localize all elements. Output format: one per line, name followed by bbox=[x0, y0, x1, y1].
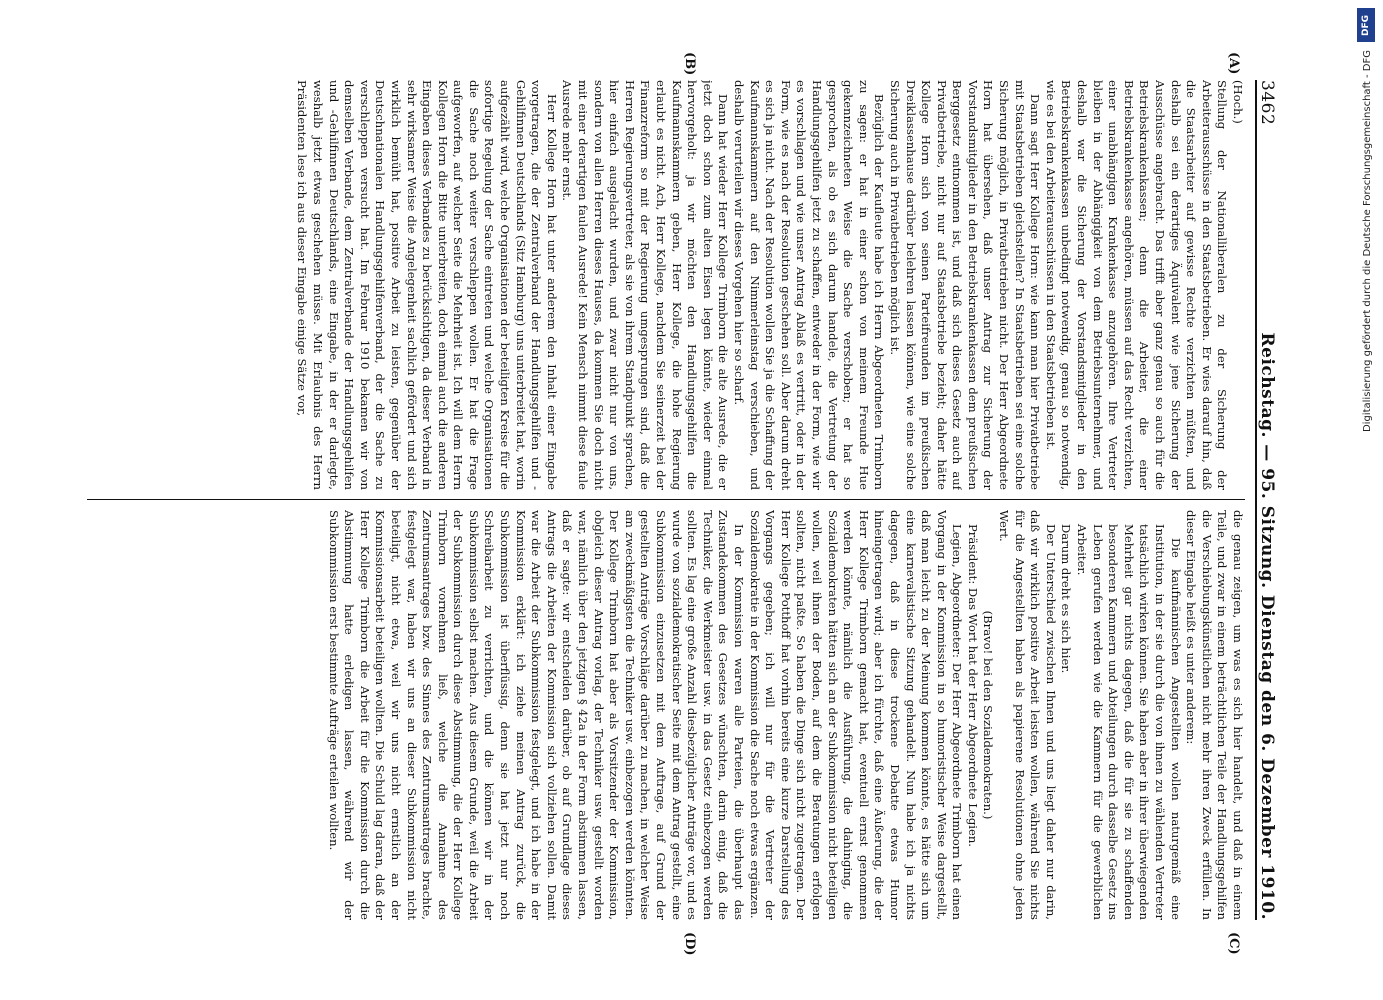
margin-mark-d: (D) bbox=[681, 932, 697, 956]
left-text-column bbox=[87, 80, 1245, 490]
interjection: (Bravo! bei den Sozialdemokraten.) bbox=[981, 610, 995, 820]
paragraph: In der Kommission waren alle Parteien, die überhaupt das Zustandekommen des Gesetzes wünschten, darin einig, daß die Techniker, die Werkmeister usw. in das Gesetz einbezogen werden sollten. Es lag eine große Anzahl diesbezüglicher Anträge vor, und es wurde von sozialdemokratischer Seite mit dem Antrag gestellt, eine Subkommission einzusetzen mit dem Auftrage, auf Grund der gestellten Anträge Vorschläge darüber zu machen, in welcher Weise am zweckmäßigsten die Techniker usw. einbezogen werden könnten. Der Kollege Trimborn hat aber als Vorsitzender der Kommission, obgleich dieser Antrag vorlag, der Techniker usw. gestellt worden war, nämlich über den jetzigen § 42a in der Form abstimmen lassen, daß er sagte: wir entscheiden darüber, ob auf Grundlage dieses Antrags die Arbeiten der Kommission sich vollziehen sollen. Damit war die Arbeit der Subkommission festgelegt, und ich habe in der Kommission erklärt: ich ziehe meinen Antrag zurück, die Subkommission ist überflüssig, denn sie hat jetzt nur noch Schreibarbeit zu verrichten, und die können wir in der Subkommission selbst machen. Aus diesem Grunde, weil die Arbeit der Subkommission durch diese Abstimmung, die der Herr Kollege Trimborn vornehmen ließ, welche die Annahme des Zentrumsantrages bzw. des Sinnes des Zentrumsantrages brachte, festgelegt war, haben wir uns an dieser Subkommission nicht beteiligt, nicht etwa, weil wir uns nicht ernstlich an der Kommissionsarbeit beteiligen wollten. Die Schuld lag daran, daß der Herr Kollege Trimborn die Arbeit für die Kommission durch die Abstimmung hatte erledigen lassen, während wir der Subkommission erst bestimmte Aufträge erteilen wollten. bbox=[326, 510, 746, 920]
paragraph: Stellung der Nationalliberalen zu der Sicherung der Arbeiterausschüsse in den Staatsbetrieben. Er wies darauf hin, daß die Staatsarbeiter auf gewisse Rechte verzichten müßten, und deshalb sei ein derartiges Äquivalent wie jene Sicherung der Ausschüsse angebracht. Das trifft aber ganz genau so auch für die Betriebskrankenkassen; denn die Arbeiter, die einer Betriebskrankenkasse angehören, müssen auf das Recht verzichten, einer unabhängigen Krankenkasse anzugehören. Ihre Vertreter bleiben in der Abhängigkeit von dem Betriebsunternehmer, und deshalb war die Sicherung der Vorstandsmitglieder in den Betriebskrankenkassen unbedingt notwendig, genau so notwendig, wie es bei den Arbeiterausschüssen in den Staatsbetrieben ist. bbox=[1043, 80, 1229, 490]
quoted-paragraph: Die kaufmännischen Angestellten wollen naturgemäß eine Institution, in der sie durch die von ihnen zu wählenden Vertreter tatsächlich wirken können. Sie haben aber in ihrer überwiegenden Mehrheit gar nichts dagegen, daß die für sie zu schaffenden besonderen Kammern und Abteilungen durch dasselbe Gesetz ins Leben gerufen werden wie die Kammern für die gewerblichen Arbeiter. bbox=[1074, 524, 1183, 920]
dfg-credit-text: Digitalisierung gefördert durch die Deutsche Forschungsgemeinschaft - DFG bbox=[1362, 50, 1373, 433]
rotated-document-page bbox=[47, 40, 1337, 960]
running-header bbox=[1255, 80, 1295, 920]
paragraph: die genau zeigen, um was es sich hier handelt, und daß in einem Teile, und zwar in einem beträchtlichen Teile der Handlungsgehilfen die Verschiebungskünstlichen nicht mehr ihren Zweck erfüllen. In dieser Eingabe heißt es unter anderem: bbox=[1183, 510, 1245, 920]
paragraph: Dann hat wieder Herr Kollege Trimborn die alte Ausrede, die er jetzt doch schon zum alten Eisen legen könnte, wieder einmal hervorgeholt: ja wir möchten den Handlungsgehilfen die Kaufmannskammern geben, Herr Kollege, die hohe Regierung erlaubt es nicht. Ach, Herr Kollege, nachdem Sie seinerzeit bei der Finanzreform so mit der Regierung umgesprungen sind, daß die Herren Regierungsvertreter, als sie von ihrem Standpunkt sprachen, hier einfach ausgelacht wurden, und zwar nicht nur von uns, sondern von allen Herren dieses Hauses, da kommen Sie doch nicht mit einer derartigen faulen Ausrede! Kein Mensch nimmt diese faule Ausrede mehr ernst. bbox=[559, 80, 730, 490]
paragraph: Darum dreht es sich hier. bbox=[1058, 524, 1073, 674]
paragraph: Dann sagt Herr Kollege Horn: wie kann man hier Privatbetriebe mit Staatsbetrieben gleichstellen? In Staatsbetrieben sei eine solche Sicherung möglich, in Privatbetrieben nicht. Der Herr Abgeordnete Horn hat übersehen, daß unser Antrag zur Sicherung der Vorstandsmitglieder in den Betriebskrankenkassen dem preußischen Berggesetz entnommen ist, und daß sich dieses Gesetz auch auf Privatbetriebe, nicht nur auf Staatsbetriebe bezieht; daher hätte Kollege Horn sich von seinen Parteifreunden im preußischen Dreiklassenhause darüber belehren lassen können, wie eine solche Sicherung auch in Privatbetrieben möglich ist. bbox=[887, 80, 1042, 490]
column-divider bbox=[87, 499, 1245, 500]
paragraph: Herr Kollege Horn hat unter anderem den Inhalt einer Eingabe vorgetragen, die der Zentralverband der Handlungsgehilfen und -Gehilfinnen Deutschlands (Sitz Hamburg) uns unterbreitet hat, worin aufgezählt wird, welche Organisationen der beteiligten Kreise für die sofortige Regelung der Sache eintreten und welche Organisationen die Sache noch weiter verschleppen wollen. Er hat die Frage aufgeworfen, auf welcher Seite die Mehrheit ist. Ich will dem Herrn Kollegen Horn die Bitte unterbreiten, doch einmal auch die anderen Eingaben dieses Verbandes zu berücksichtigen, da dieser Verband in sehr wirksamer Weise die Angelegenheit sachlich gefördert und sich wirklich bemüht hat, positive Arbeit zu leisten, gegenüber der Deutschnationalen Handlungsgehilfenverband, der die Sache zu verschleppen versucht hat. Im Februar 1910 bekamen wir von demselben Verbande, dem Zentralverbande der Handlungsgehilfen und -Gehilfinnen Deutschlands, eine Eingabe, in der er darlegte, weshalb jetzt etwas geschehen müsse. Mit Erlaubnis des Herrn Präsidenten lese ich aus dieser Eingabe einige Sätze vor, bbox=[294, 80, 559, 490]
speaker-paragraph: Legien, Abgeordneter: Der Herr Abgeordnete Trimborn hat einen Vorgang in der Kommission in so humoristischer Weise dargestellt, daß man leicht zu der Meinung kommen könnte, es hätte sich um eine karnevalistische Sitzung gehandelt. Nun habe ich ja nichts dagegen, daß in diese trockene Debatte etwas Humor hineingetragen wird; aber ich fürchte, daß eine Äußerung, die der Herr Kollege Trimborn gemacht hat, eventuell ernst genommen werden könnte, nämlich die Ausführung, die dahinging, die Sozialdemokraten hätten sich an der Subkommission nicht beteiligen wollen, weil ihnen der Boden, auf dem die Beratungen erfolgen sollten, nicht paßte. So haben die Dinge sich nicht zugetragen. Der Herr Kollege Potthoff hat vorhin bereits eine kurze Darstellung des Vorgangs gegeben; ich will nur für die Vertreter der Sozialdemokratie in der Kommission die Sache noch etwas ergänzen. bbox=[747, 510, 964, 920]
page-number: 3462 bbox=[1256, 80, 1277, 126]
dfg-logo: DFG bbox=[1357, 8, 1375, 42]
digitization-credit bbox=[1349, 0, 1377, 1000]
margin-mark-b: (B) bbox=[681, 52, 697, 76]
margin-mark-c: (C) bbox=[1225, 932, 1241, 955]
margin-mark-a: (A) bbox=[1225, 52, 1241, 75]
paragraph: Bezüglich der Kaufleute habe ich Herrn Abgeordneten Trimborn zu sagen: er hat in einer schon von meinem Freunde Hue gekennzeichneten Weise die Sache verschoben; er hat so gesprochen, als ob es sich darum handele, die Vertretung der Handlungsgehilfen jetzt zu schaffen, entweder in der Form, wie wir es vorschlagen und wie unser Antrag Ablaß es vertritt, oder in der Form, wie es nach der Resolution geschehen soll. Aber darum dreht es sich ja nicht. Nach der Resolution wollen Sie ja die Schaffung der Kaufmannskammern auf den Nimmerleinstag verschieben, und deshalb verurteilen wir dieses Vorgehen hier so scharf. bbox=[731, 80, 886, 490]
paragraph: Der Unterschied zwischen Ihnen und uns liegt daher nur darin, daß wir wirklich positive Arbeit leisten wollen, während Sie nichts für die Angestellten haben als papierene Resolutionen ohne jeden Wert. bbox=[996, 510, 1058, 920]
running-head-title: Reichstag. — 95. Sitzung. Dienstag den 6. Dezember 1910. bbox=[1256, 332, 1277, 920]
right-text-column bbox=[87, 510, 1245, 920]
speaker-paragraph: Präsident: Das Wort hat der Herr Abgeordnete Legien. bbox=[965, 524, 980, 847]
paragraph: (Hoch.) bbox=[1230, 80, 1245, 124]
